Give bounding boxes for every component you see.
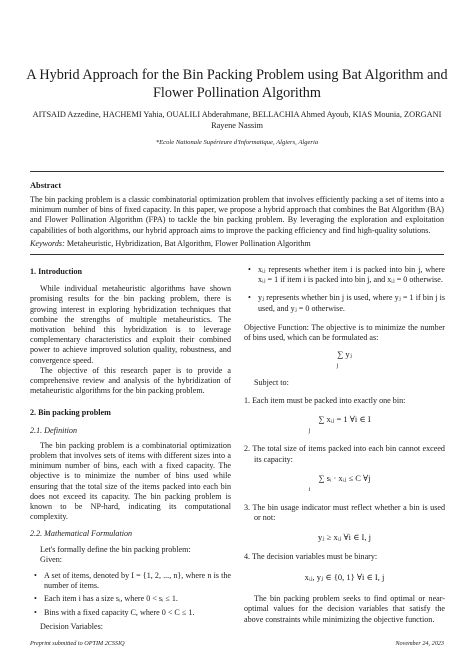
right-column <box>244 265 445 625</box>
keywords-label: Keywords: <box>30 239 65 248</box>
abstract-text: The bin packing problem is a classic combinatorial optimization problem that involves efficiently packing a set of items into a minimum number of bins of fixed capacity. In this paper, we propose a hybrid approach that combines the Bat Algorithm (BA) and Flower Pollination Algorithm (FPA) to tackle the bin packing problem. By leveraging the exploration and exploitation capabilities of both algorithms, our hybrid approach aims to improve the packing efficiency and find high-quality solutions. <box>30 195 444 235</box>
author-list: AITSAID Azzedine, HACHEMI Yahia, OUALILI Abderahmane, BELLACHIA Ahmed Ayoub, KIAS Mounia, ZORGANI Rayene Nassim <box>32 110 442 130</box>
list-item: • A set of items, denoted by I = {1, 2, ..., n}, where n is the number of items. <box>34 571 231 591</box>
list-item: • Each item i has a size sᵢ, where 0 < sᵢ ≤ 1. <box>34 594 178 604</box>
keywords <box>30 239 311 248</box>
affiliation: *Ecole Nationale Supérieure d'Informatique, Algiers, Algeria <box>155 139 319 146</box>
bottom-rule <box>30 254 444 255</box>
definition-heading: 2.1. Definition <box>30 425 77 435</box>
list-item: • Bins with a fixed capacity C, where 0 < C ≤ 1. <box>34 607 195 617</box>
constraint-3: 3. The bin usage indicator must reflect whether a bin is used or not: yⱼ ≥ xᵢⱼ ∀i ∈ I, j <box>244 503 445 542</box>
decision-variables-label: Decision Variables: <box>40 621 104 631</box>
footer-right: November 24, 2023 <box>395 640 444 647</box>
definition-paragraph: The bin packing problem is a combinatorial optimization problem that involves sets of items with different sizes into a minimum number of bins, each with a fixed capacity. The objective is to minimize the number of bins used while ensuring that the total size of the items packed into each bin does not exceed its capacity. The bin packing problem is known to be NP-hard, indicating its computational complexity. <box>30 440 231 522</box>
constraint-4: 4. The decision variables must be binary: xᵢⱼ, yⱼ ∈ {0, 1} ∀i ∈ I, j <box>244 551 385 583</box>
objective-text: Objective Function: The objective is to minimize the number of bins used, which can be formulated as: <box>244 322 445 343</box>
formulation-heading: 2.2. Mathematical Formulation <box>30 529 133 539</box>
subject-to-label: Subject to: <box>254 377 289 387</box>
bin-packing-heading: 2. Bin packing problem <box>30 408 111 418</box>
list-item: • xᵢⱼ represents whether item i is packed into bin j, where xᵢⱼ = 1 if item i is packed into bin j, and xᵢⱼ = 0 otherwise. <box>248 265 445 285</box>
given-list <box>30 571 231 618</box>
abstract-heading: Abstract <box>30 181 62 190</box>
intro-paragraph-2: The objective of this research paper is to provide a comprehensive review and analysis of the hybridization of metaheuristic algorithms for the bin packing problem. <box>30 365 231 396</box>
paper-title: A Hybrid Approach for the Bin Packing Problem using Bat Algorithm and Flower Pollination Algorithm <box>26 67 448 101</box>
top-rule <box>30 171 444 172</box>
constraint-1: 1. Each item must be packed into exactly one bin: ∑ xᵢⱼ = 1 ∀i ∈ I j <box>244 395 406 435</box>
keywords-list: Metaheuristic, Hybridization, Bat Algorithm, Flower Pollination Algorithm <box>66 239 311 248</box>
constraint-2: 2. The total size of items packed into each bin cannot exceed its capacity: ∑ sᵢ · xᵢⱼ ≤ C ∀j i <box>244 444 445 494</box>
closing-paragraph: The bin packing problem seeks to find optimal or near-optimal values for the decision variables that satisfy the above constraints while minimizing the objective function. <box>244 594 445 624</box>
footer-left: Preprint submitted to OPTIM 2CSSIQ <box>30 640 125 647</box>
left-column <box>30 267 231 632</box>
list-item: • yⱼ represents whether bin j is used, where yⱼ = 1 if bin j is used, and yⱼ = 0 otherwise. <box>248 293 445 313</box>
intro-paragraph-1: While individual metaheuristic algorithms have shown promising results for the bin packing problem, there is growing interest in exploring hybridization techniques that combine the strengths of multiple metaheuristics. The motivation behind this hybridization is to leverage complementary characteristics and exploit their combined power to achieve improved solution quality, robustness, and convergence speed. <box>30 284 231 365</box>
variables-list <box>244 265 445 314</box>
given-label: Given: <box>40 554 63 564</box>
formulation-intro: Let's formally define the bin packing problem: <box>40 544 191 554</box>
intro-heading: 1. Introduction <box>30 267 83 276</box>
objective-equation: ∑ yⱼ j <box>336 349 352 370</box>
